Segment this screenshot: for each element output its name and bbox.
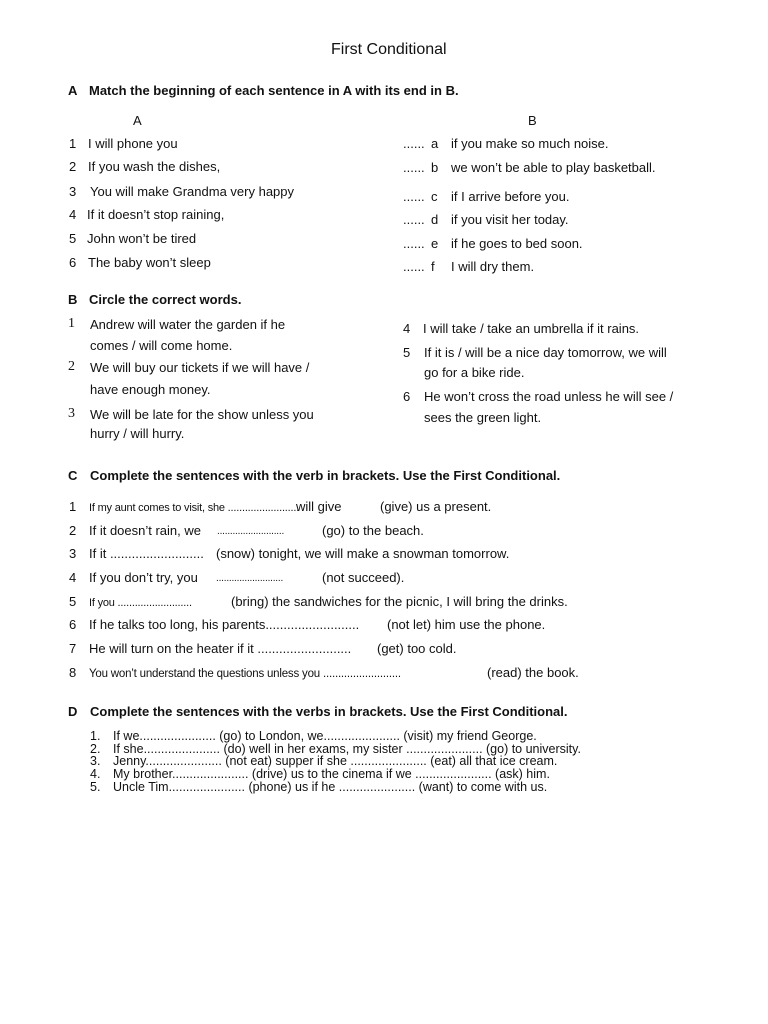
c-item-part: (read) the book. [487,665,579,680]
c-item-num: 5 [69,594,77,609]
b-item-num: 5 [403,345,411,360]
c-item-part[interactable]: You won’t understand the questions unless you .......................... [89,668,401,680]
b-item-num: 4 [403,321,411,336]
d-item-num: 4. [90,767,101,781]
d-item-num: 5. [90,780,101,794]
b-item-line: sees the green light. [424,410,542,425]
page-title: First Conditional [331,41,447,58]
a-left-text: If you wash the dishes, [88,159,221,174]
a-left-text: The baby won’t sleep [88,255,211,270]
c-item-part[interactable]: If my aunt comes to visit, she ......................... [89,502,300,514]
c-item-part: (not succeed). [322,570,405,585]
b-item-line: I will take / take an umbrella if it rains. [423,321,640,336]
c-item-part: (snow) tonight, we will make a snowman tomorrow. [216,546,510,561]
a-right-blank[interactable]: ...... [403,160,425,175]
b-item-num: 2 [68,359,75,374]
a-left-num: 2 [69,159,77,174]
a-right-blank[interactable]: ...... [403,189,425,204]
d-item-text[interactable]: If we...................... (go) to London, we...................... (visit) my friend George. [113,729,537,743]
b-item-line: He won’t cross the road unless he will see / [424,389,674,404]
d-item-num: 1. [90,729,101,743]
c-item-part: (go) to the beach. [322,523,424,538]
c-item-num: 6 [69,617,77,632]
a-right-blank[interactable]: ...... [403,236,425,251]
c-item-blank[interactable]: .......................... [217,526,285,537]
a-right-text: if you visit her today. [451,212,569,227]
a-left-num: 1 [69,136,77,151]
c-item-part[interactable]: If it .......................... [89,546,204,561]
c-item-part: If it doesn’t rain, we [89,523,201,538]
a-right-letter: a [431,136,439,151]
b-item-line: If it is / will be a nice day tomorrow, we will [424,345,667,360]
c-item-num: 7 [69,641,77,656]
column-a-heading: A [133,113,142,128]
b-item-num: 1 [68,316,75,331]
a-right-text: we won’t be able to play basketball. [451,160,656,175]
b-item-line: We will be late for the show unless you [90,407,314,422]
a-left-text: You will make Grandma very happy [90,184,295,199]
a-left-text: I will phone you [88,136,178,151]
b-item-num: 6 [403,389,411,404]
c-item-blank[interactable]: .......................... [216,573,284,584]
c-item-num: 8 [69,665,77,680]
section-b-letter: B [68,292,78,307]
a-right-text: if you make so much noise. [451,136,609,151]
c-item-part: (give) us a present. [380,499,492,514]
a-right-letter: d [431,212,439,227]
d-item-text[interactable]: My brother...................... (drive) us to the cinema if we ...................... (ask) him. [113,767,550,781]
c-item-part: will give [296,499,342,514]
b-item-line: have enough money. [90,382,211,397]
section-c-letter: C [68,468,78,483]
c-item-num: 3 [69,546,77,561]
c-item-num: 4 [69,570,77,585]
c-item-part: If you don’t try, you [89,570,198,585]
section-d-instruction: Complete the sentences with the verbs in brackets. Use the First Conditional. [90,704,568,719]
b-item-line: go for a bike ride. [424,365,525,380]
c-item-num: 2 [69,523,77,538]
c-item-part[interactable]: If he talks too long, his parents.......................... [89,617,360,632]
d-item-text[interactable]: Uncle Tim...................... (phone) us if he ...................... (want) to come with us. [113,780,548,794]
a-right-blank[interactable]: ...... [403,212,425,227]
a-right-text: I will dry them. [451,259,535,274]
d-item-text[interactable]: If she...................... (do) well in her exams, my sister ...................... (go) to university. [113,742,581,756]
c-item-part: (bring) the sandwiches for the picnic, I will bring the drinks. [231,594,568,609]
b-item-num: 3 [68,406,75,421]
a-left-text: John won’t be tired [87,231,197,246]
a-right-blank[interactable]: ...... [403,259,425,274]
a-right-blank[interactable]: ...... [403,136,425,151]
a-right-text: if he goes to bed soon. [451,236,583,251]
section-a-instruction: Match the beginning of each sentence in A with its end in B. [89,83,459,98]
column-b-heading: B [528,113,537,128]
a-left-num: 5 [69,231,77,246]
a-left-num: 4 [69,207,77,222]
a-right-text: if I arrive before you. [451,189,570,204]
d-item-num: 2. [90,742,101,756]
c-item-part: (get) too cold. [377,641,457,656]
section-b-instruction: Circle the correct words. [89,292,242,307]
b-item-line: We will buy our tickets if we will have / [90,360,310,375]
b-item-line: comes / will come home. [90,338,233,353]
section-a-letter: A [68,83,78,98]
c-item-part[interactable]: He will turn on the heater if it .......................... [89,641,352,656]
b-item-line: Andrew will water the garden if he [90,317,286,332]
a-right-letter: c [431,189,438,204]
b-item-line: hurry / will hurry. [90,426,185,441]
section-d-letter: D [68,704,78,719]
a-left-num: 6 [69,255,77,270]
a-right-letter: f [431,259,435,274]
section-c-instruction: Complete the sentences with the verb in brackets. Use the First Conditional. [90,468,561,483]
c-item-part: (not let) him use the phone. [387,617,546,632]
c-item-num: 1 [69,499,77,514]
a-left-text: If it doesn’t stop raining, [87,207,225,222]
a-left-num: 3 [69,184,77,199]
a-right-letter: e [431,236,439,251]
a-right-letter: b [431,160,439,175]
c-item-part[interactable]: If you .......................... [89,597,192,609]
d-item-num: 3. [90,754,101,768]
d-item-text[interactable]: Jenny...................... (not eat) supper if she ...................... (eat) all that ice cream. [113,754,558,768]
